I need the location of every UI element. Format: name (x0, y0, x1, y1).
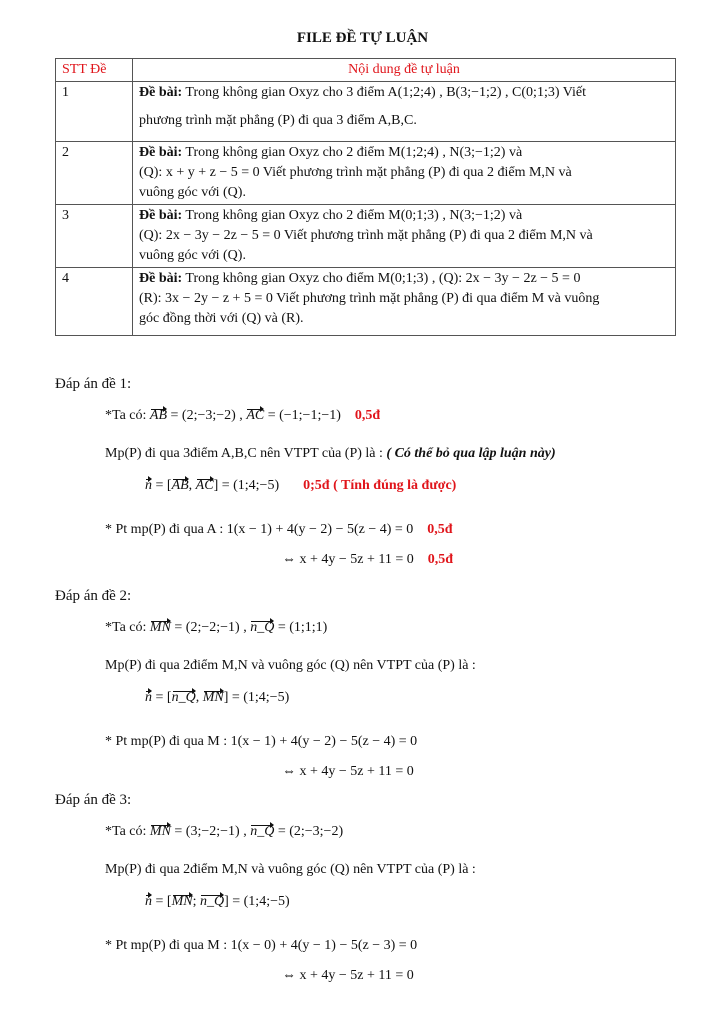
content-text: phương trình mặt phẳng (P) đi qua 3 điểm A,B,C. (139, 113, 417, 128)
answer-line (145, 690, 289, 706)
text: = (−1;−1;−1) (264, 408, 341, 423)
score-badge: 0;5đ ( Tính đúng là được) (303, 478, 457, 493)
content-line (139, 206, 669, 226)
text: * Pt mp(P) đi qua A : 1(x − 1) + 4(y − 2) − 5(z − 4) = 0 (105, 522, 414, 537)
vector: AC (246, 408, 265, 423)
content-text: (Q): 2x − 3y − 2z − 5 = 0 Viết phương trình mặt phẳng (P) đi qua 2 điểm M,N và (139, 228, 593, 243)
content-line (139, 183, 669, 203)
text: ⇔ x + 4y − 5z + 11 = 0 (282, 968, 414, 983)
de-bai-label: Đề bài: (139, 271, 183, 286)
note: ( Có thể bỏ qua lập luận này) (386, 446, 556, 461)
answer-line (105, 824, 343, 840)
content-text: (R): 3x − 2y − z + 5 = 0 Viết phương trình mặt phẳng (P) đi qua điểm M và vuông (139, 291, 600, 306)
content-line (139, 246, 669, 266)
row-content (133, 82, 676, 142)
content-text: Trong không gian Oxyz cho điểm M(0;1;3) , (Q): 2x − 3y − 2z − 5 = 0 (185, 271, 581, 286)
table-row (56, 82, 676, 142)
content-text: Trong không gian Oxyz cho 2 điểm M(1;2;4) , N(3;−1;2) và (185, 145, 523, 160)
vector: n_Q (199, 894, 225, 909)
vector: n (145, 478, 152, 493)
answer-line (282, 552, 453, 568)
content-line (139, 269, 669, 289)
row-content (133, 268, 676, 336)
vector: MN (171, 894, 193, 909)
content-line (139, 309, 669, 329)
text: Mp(P) đi qua 2điểm M,N và vuông góc (Q) nên VTPT của (P) là : (105, 862, 476, 877)
answer-heading: Đáp án đề 3: (55, 792, 132, 808)
vector: AB (149, 408, 168, 423)
vector: AC (195, 478, 214, 493)
answer-line (105, 734, 417, 750)
vector: AB (171, 478, 189, 493)
row-number: 3 (56, 205, 133, 268)
text: = (2;−3;−2) , (167, 408, 247, 423)
answer-line (282, 968, 414, 984)
text: = (3;−2;−1) , (170, 824, 251, 839)
text: Mp(P) đi qua 2điểm M,N và vuông góc (Q) nên VTPT của (P) là : (105, 658, 476, 673)
table-header-row (56, 59, 676, 82)
answer-heading: Đáp án đề 1: (55, 376, 132, 392)
vector: MN (149, 620, 171, 635)
content-line (139, 163, 669, 183)
answer-line (105, 862, 476, 878)
text: *Ta có: (105, 620, 150, 635)
answer-line (105, 522, 453, 538)
text: *Ta có: (105, 824, 150, 839)
vector: n_Q (171, 690, 196, 705)
vector: n_Q (250, 620, 275, 635)
content-line (139, 226, 669, 246)
text: * Pt mp(P) đi qua M : 1(x − 1) + 4(y − 2) − 5(z − 4) = 0 (105, 734, 418, 749)
de-bai-label: Đề bài: (139, 85, 183, 100)
answer-line (282, 764, 414, 780)
text: = [ (152, 894, 172, 909)
row-number: 1 (56, 82, 133, 142)
answer-line (145, 478, 456, 494)
text: = (2;−3;−2) (274, 824, 344, 839)
text: Mp(P) đi qua 3điểm A,B,C nên VTPT của (P) là : (105, 446, 387, 461)
row-number: 2 (56, 142, 133, 205)
content-text: Trong không gian Oxyz cho 2 điểm M(0;1;3) , N(3;−1;2) và (185, 208, 523, 223)
table-row (56, 142, 676, 205)
text: ⇔ x + 4y − 5z + 11 = 0 (282, 552, 414, 567)
vector: MN (202, 690, 224, 705)
text: ⇔ x + 4y − 5z + 11 = 0 (282, 764, 414, 779)
text: , (188, 478, 196, 493)
text: * Pt mp(P) đi qua M : 1(x − 0) + 4(y − 1) − 5(z − 3) = 0 (105, 938, 418, 953)
row-number: 4 (56, 268, 133, 336)
document-title: FILE ĐỀ TỰ LUẬN (296, 30, 429, 46)
text: = (1;1;1) (274, 620, 328, 635)
text: = [ (152, 478, 172, 493)
content-text: vuông góc với (Q). (139, 248, 246, 263)
text: ] = (1;4;−5) (224, 894, 290, 909)
content-line (139, 83, 669, 103)
vector: MN (149, 824, 171, 839)
table-row (56, 205, 676, 268)
de-bai-label: Đề bài: (139, 208, 183, 223)
answer-line (105, 446, 556, 462)
vector: n_Q (250, 824, 275, 839)
exercise-table (55, 58, 676, 336)
score-badge: 0,5đ (427, 552, 454, 567)
header-content: Nội dung đề tự luận (133, 59, 676, 82)
text: , (195, 690, 203, 705)
answer-line (105, 620, 327, 636)
content-text: (Q): x + y + z − 5 = 0 Viết phương trình mặt phẳng (P) đi qua 2 điểm M,N và (139, 165, 572, 180)
vector: n (145, 690, 152, 705)
answer-heading: Đáp án đề 2: (55, 588, 132, 604)
answer-line (105, 938, 417, 954)
answer-line (105, 408, 380, 424)
content-text: vuông góc với (Q). (139, 185, 246, 200)
text: *Ta có: (105, 408, 150, 423)
content-text: Trong không gian Oxyz cho 3 điểm A(1;2;4) , B(3;−1;2) , C(0;1;3) Viết (185, 85, 587, 100)
score-badge: 0,5đ (427, 522, 453, 537)
de-bai-label: Đề bài: (139, 145, 183, 160)
text: ; (192, 894, 200, 909)
score-badge: 0,5đ (354, 408, 381, 423)
row-content (133, 205, 676, 268)
text: ] = (1;4;−5) (223, 690, 290, 705)
content-line (139, 111, 669, 131)
row-content (133, 142, 676, 205)
content-line (139, 289, 669, 309)
content-text: góc đồng thời với (Q) và (R). (139, 311, 304, 326)
text: = [ (152, 690, 172, 705)
header-stt: STT Đề (56, 59, 133, 82)
table-row (56, 268, 676, 336)
content-line (139, 143, 669, 163)
vector: n (145, 894, 152, 909)
text: ] = (1;4;−5) (213, 478, 280, 493)
text: = (2;−2;−1) , (170, 620, 251, 635)
answer-line (105, 658, 476, 674)
answer-line (145, 894, 290, 910)
